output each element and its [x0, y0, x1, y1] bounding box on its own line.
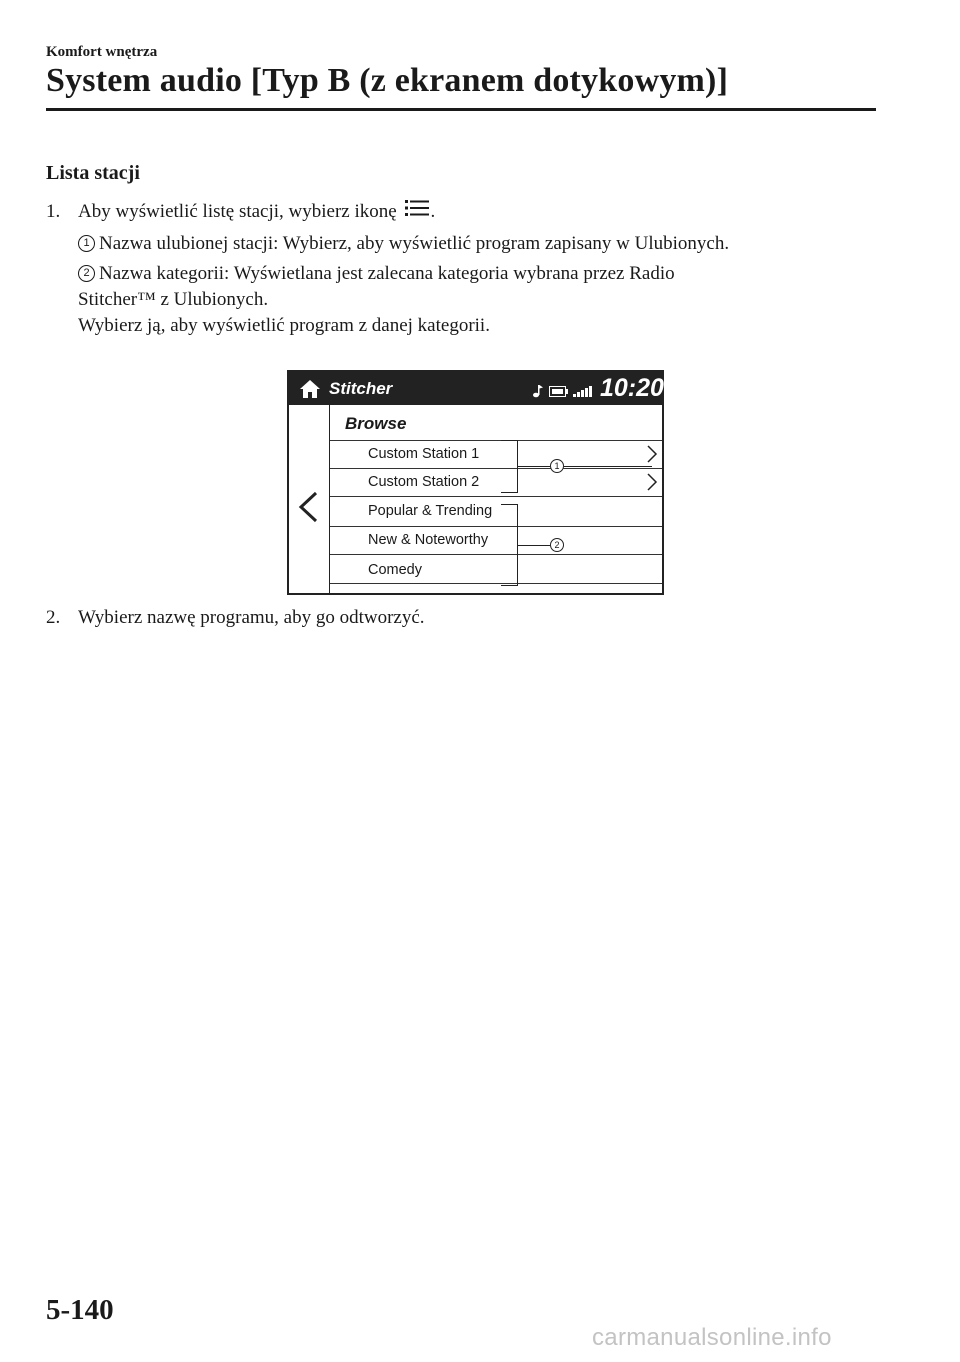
note-1: [78, 231, 898, 257]
side-panel: [289, 405, 330, 593]
watermark: carmanualsonline.info: [592, 1324, 832, 1351]
callout-2: 2: [550, 538, 564, 552]
step-2: [46, 605, 425, 631]
status-bar: [289, 372, 662, 405]
note-1-text: Nazwa ulubionej stacji: Wybierz, aby wyświetlić program zapisany w Ulubionych.: [99, 233, 730, 254]
row-divider: [330, 440, 662, 441]
chevron-right-icon[interactable]: [646, 444, 658, 464]
screen-illustration: [287, 370, 664, 595]
callout-leader-1: [564, 466, 652, 467]
subheading: Lista stacji: [46, 162, 140, 184]
row-divider: [330, 554, 662, 555]
step-text: Aby wyświetlić listę stacji, wybierz ikonę: [78, 201, 397, 222]
page-number: 5-140: [46, 1294, 114, 1326]
callout-bracket-1: [501, 440, 518, 493]
note-2-line-1: Nazwa kategorii: Wyświetlana jest zalecana kategoria wybrana przez Radio: [99, 263, 675, 284]
page-title: System audio [Typ B (z ekranem dotykowym)]: [46, 62, 729, 99]
section-label: Komfort wnętrza: [46, 44, 158, 60]
music-note-icon: [532, 384, 544, 398]
list-item-comedy[interactable]: Comedy: [368, 562, 422, 578]
note-2: [78, 261, 898, 339]
list-item-custom-station-2[interactable]: Custom Station 2: [368, 474, 480, 490]
step-number: 2.: [46, 607, 61, 628]
app-title: Stitcher: [329, 379, 393, 398]
clock: 10:20: [600, 374, 664, 402]
note-2-line-3: Wybierz ją, aby wyświetlić program z danej kategorii.: [78, 315, 490, 336]
step-1: [46, 198, 435, 225]
callout-leader-2: [518, 545, 550, 546]
chevron-right-icon[interactable]: [646, 472, 658, 492]
step-number: 1.: [46, 201, 61, 222]
step-text: Wybierz nazwę programu, aby go odtworzyć.: [78, 607, 425, 628]
list-item-custom-station-1[interactable]: Custom Station 1: [368, 446, 480, 462]
note-2-line-2: Stitcher™ z Ulubionych.: [78, 289, 269, 310]
marker-2: 2: [78, 265, 95, 282]
list-item-new-noteworthy[interactable]: New & Noteworthy: [368, 532, 489, 548]
home-icon[interactable]: [299, 379, 321, 399]
row-divider: [330, 496, 662, 497]
callout-leader-1: [518, 466, 550, 467]
marker-1: 1: [78, 235, 95, 252]
signal-icon: [573, 385, 593, 397]
row-divider: [330, 583, 662, 584]
callout-1: 1: [550, 459, 564, 473]
battery-icon: [549, 386, 569, 397]
callout-bracket-2: [501, 504, 518, 586]
list-item-popular-trending[interactable]: Popular & Trending: [368, 503, 493, 519]
back-arrow-icon[interactable]: [297, 491, 319, 523]
title-rule: [46, 108, 876, 111]
row-divider: [330, 468, 662, 469]
step-end: .: [430, 201, 436, 222]
list-icon: [404, 198, 430, 218]
browse-heading: Browse: [345, 414, 407, 433]
row-divider: [330, 526, 662, 527]
